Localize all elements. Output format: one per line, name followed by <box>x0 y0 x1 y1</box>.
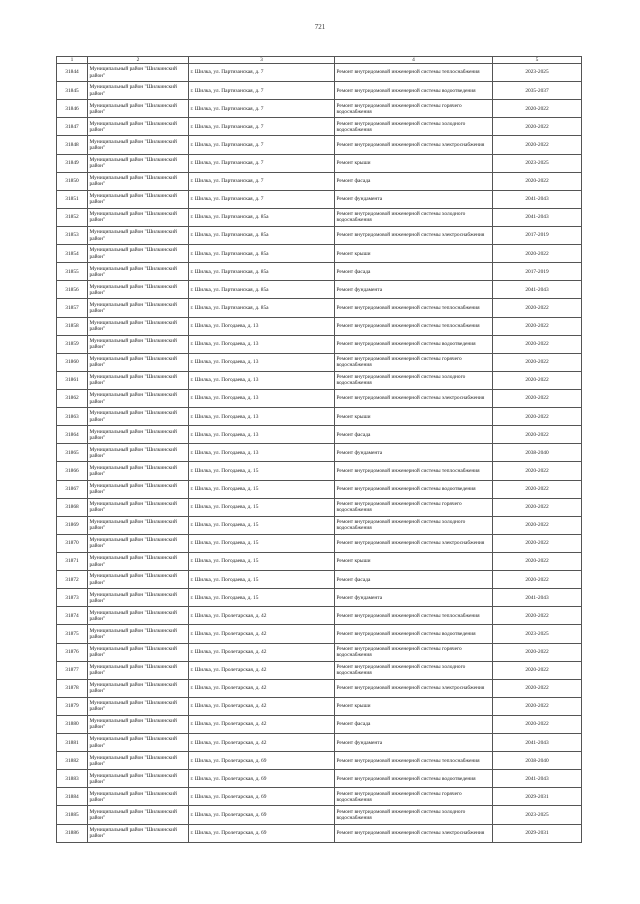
row-number-cell: 31877 <box>57 661 88 679</box>
table-row <box>57 64 582 82</box>
municipality-cell: Муниципальный район "Шилкинский район" <box>88 408 189 426</box>
work-type-cell: Ремонт внутридомовой инженерной системы горячего водоснабжения <box>335 498 493 516</box>
municipality-cell: Муниципальный район "Шилкинский район" <box>88 317 189 335</box>
address-cell: г. Шилка, ул. Пролетарская, д. 69 <box>189 824 335 842</box>
work-type-cell: Ремонт крыши <box>335 552 493 570</box>
row-number-cell: 31869 <box>57 516 88 534</box>
period-cell: 2020-2022 <box>493 679 582 697</box>
table-row <box>57 498 582 516</box>
municipality-cell: Муниципальный район "Шилкинский район" <box>88 444 189 462</box>
address-cell: г. Шилка, ул. Пролетарская, д. 42 <box>189 697 335 715</box>
table-row <box>57 190 582 208</box>
work-type-cell: Ремонт внутридомовой инженерной системы водоотведения <box>335 480 493 498</box>
address-cell: г. Шилка, ул. Погодаева, д. 15 <box>189 552 335 570</box>
address-cell: г. Шилка, ул. Пролетарская, д. 42 <box>189 679 335 697</box>
work-type-cell: Ремонт внутридомовой инженерной системы теплоснабжения <box>335 64 493 82</box>
table-row <box>57 408 582 426</box>
municipality-cell: Муниципальный район "Шилкинский район" <box>88 625 189 643</box>
address-cell: г. Шилка, ул. Партизанская, д. 7 <box>189 118 335 136</box>
row-number-cell: 31879 <box>57 697 88 715</box>
work-type-cell: Ремонт крыши <box>335 245 493 263</box>
address-cell: г. Шилка, ул. Партизанская, д. 7 <box>189 136 335 154</box>
row-number-cell: 31845 <box>57 82 88 100</box>
work-type-cell: Ремонт внутридомовой инженерной системы холодного водоснабжения <box>335 516 493 534</box>
period-cell: 2020-2022 <box>493 100 582 118</box>
period-cell: 2041-2043 <box>493 734 582 752</box>
period-cell: 2017-2019 <box>493 263 582 281</box>
municipality-cell: Муниципальный район "Шилкинский район" <box>88 371 189 389</box>
work-type-cell: Ремонт крыши <box>335 408 493 426</box>
work-type-cell: Ремонт фасада <box>335 172 493 190</box>
municipality-cell: Муниципальный район "Шилкинский район" <box>88 480 189 498</box>
row-number-cell: 31846 <box>57 100 88 118</box>
row-number-cell: 31848 <box>57 136 88 154</box>
municipality-cell: Муниципальный район "Шилкинский район" <box>88 788 189 806</box>
period-cell: 2029-2031 <box>493 824 582 842</box>
period-cell: 2038-2040 <box>493 752 582 770</box>
work-type-cell: Ремонт внутридомовой инженерной системы электроснабжения <box>335 389 493 407</box>
period-cell: 2029-2031 <box>493 788 582 806</box>
period-cell: 2023-2025 <box>493 154 582 172</box>
address-cell: г. Шилка, ул. Пролетарская, д. 42 <box>189 715 335 733</box>
address-cell: г. Шилка, ул. Погодаева, д. 13 <box>189 444 335 462</box>
work-type-cell: Ремонт фундамента <box>335 190 493 208</box>
municipality-cell: Муниципальный район "Шилкинский район" <box>88 679 189 697</box>
address-cell: г. Шилка, ул. Погодаева, д. 13 <box>189 426 335 444</box>
period-cell: 2020-2022 <box>493 697 582 715</box>
municipality-cell: Муниципальный район "Шилкинский район" <box>88 263 189 281</box>
address-cell: г. Шилка, ул. Партизанская, д. 7 <box>189 154 335 172</box>
municipality-cell: Муниципальный район "Шилкинский район" <box>88 498 189 516</box>
work-type-cell: Ремонт внутридомовой инженерной системы электроснабжения <box>335 679 493 697</box>
row-number-cell: 31886 <box>57 824 88 842</box>
address-cell: г. Шилка, ул. Пролетарская, д. 42 <box>189 661 335 679</box>
period-cell: 2020-2022 <box>493 498 582 516</box>
row-number-cell: 31865 <box>57 444 88 462</box>
table-header-row <box>57 57 582 64</box>
table-row <box>57 172 582 190</box>
column-header: 4 <box>335 57 493 64</box>
municipality-cell: Муниципальный район "Шилкинский район" <box>88 281 189 299</box>
row-number-cell: 31866 <box>57 462 88 480</box>
period-cell: 2020-2022 <box>493 299 582 317</box>
work-type-cell: Ремонт внутридомовой инженерной системы холодного водоснабжения <box>335 208 493 226</box>
address-cell: г. Шилка, ул. Пролетарская, д. 69 <box>189 770 335 788</box>
row-number-cell: 31876 <box>57 643 88 661</box>
municipality-cell: Муниципальный район "Шилкинский район" <box>88 100 189 118</box>
municipality-cell: Муниципальный район "Шилкинский район" <box>88 389 189 407</box>
table-row <box>57 661 582 679</box>
period-cell: 2023-2025 <box>493 64 582 82</box>
row-number-cell: 31863 <box>57 408 88 426</box>
address-cell: г. Шилка, ул. Погодаева, д. 15 <box>189 534 335 552</box>
table-row <box>57 679 582 697</box>
column-header: 5 <box>493 57 582 64</box>
municipality-cell: Муниципальный район "Шилкинский район" <box>88 734 189 752</box>
address-cell: г. Шилка, ул. Партизанская, д. 85а <box>189 208 335 226</box>
work-type-cell: Ремонт фасада <box>335 426 493 444</box>
period-cell: 2020-2022 <box>493 715 582 733</box>
municipality-cell: Муниципальный район "Шилкинский район" <box>88 516 189 534</box>
table-row <box>57 625 582 643</box>
period-cell: 2038-2040 <box>493 444 582 462</box>
municipality-cell: Муниципальный район "Шилкинский район" <box>88 82 189 100</box>
row-number-cell: 31858 <box>57 317 88 335</box>
table-row <box>57 788 582 806</box>
period-cell: 2020-2022 <box>493 462 582 480</box>
row-number-cell: 31872 <box>57 571 88 589</box>
table-row <box>57 770 582 788</box>
row-number-cell: 31871 <box>57 552 88 570</box>
address-cell: г. Шилка, ул. Партизанская, д. 85а <box>189 299 335 317</box>
table-row <box>57 317 582 335</box>
work-type-cell: Ремонт фасада <box>335 715 493 733</box>
work-type-cell: Ремонт внутридомовой инженерной системы теплоснабжения <box>335 299 493 317</box>
page-number: 721 <box>314 23 326 31</box>
municipality-cell: Муниципальный район "Шилкинский район" <box>88 806 189 824</box>
table-row <box>57 697 582 715</box>
work-type-cell: Ремонт внутридомовой инженерной системы водоотведения <box>335 82 493 100</box>
work-type-cell: Ремонт внутридомовой инженерной системы холодного водоснабжения <box>335 661 493 679</box>
address-cell: г. Шилка, ул. Партизанская, д. 7 <box>189 190 335 208</box>
work-type-cell: Ремонт внутридомовой инженерной системы теплоснабжения <box>335 317 493 335</box>
row-number-cell: 31882 <box>57 752 88 770</box>
table-row <box>57 462 582 480</box>
period-cell: 2020-2022 <box>493 480 582 498</box>
municipality-cell: Муниципальный район "Шилкинский район" <box>88 534 189 552</box>
table-row <box>57 480 582 498</box>
table-body <box>57 64 582 843</box>
municipality-cell: Муниципальный район "Шилкинский район" <box>88 552 189 570</box>
municipality-cell: Муниципальный район "Шилкинский район" <box>88 715 189 733</box>
address-cell: г. Шилка, ул. Погодаева, д. 13 <box>189 317 335 335</box>
municipality-cell: Муниципальный район "Шилкинский район" <box>88 136 189 154</box>
period-cell: 2020-2022 <box>493 552 582 570</box>
address-cell: г. Шилка, ул. Погодаева, д. 13 <box>189 408 335 426</box>
table-row <box>57 734 582 752</box>
row-number-cell: 31875 <box>57 625 88 643</box>
work-type-cell: Ремонт внутридомовой инженерной системы горячего водоснабжения <box>335 643 493 661</box>
work-type-cell: Ремонт внутридомовой инженерной системы теплоснабжения <box>335 607 493 625</box>
table-row <box>57 281 582 299</box>
period-cell: 2020-2022 <box>493 172 582 190</box>
municipality-cell: Муниципальный район "Шилкинский район" <box>88 643 189 661</box>
row-number-cell: 31861 <box>57 371 88 389</box>
work-type-cell: Ремонт внутридомовой инженерной системы водоотведения <box>335 770 493 788</box>
work-type-cell: Ремонт внутридомовой инженерной системы горячего водоснабжения <box>335 788 493 806</box>
period-cell: 2023-2025 <box>493 625 582 643</box>
row-number-cell: 31850 <box>57 172 88 190</box>
address-cell: г. Шилка, ул. Погодаева, д. 15 <box>189 516 335 534</box>
address-cell: г. Шилка, ул. Пролетарская, д. 42 <box>189 643 335 661</box>
row-number-cell: 31849 <box>57 154 88 172</box>
period-cell: 2020-2022 <box>493 335 582 353</box>
address-cell: г. Шилка, ул. Погодаева, д. 13 <box>189 389 335 407</box>
row-number-cell: 31867 <box>57 480 88 498</box>
period-cell: 2017-2019 <box>493 226 582 244</box>
period-cell: 2020-2022 <box>493 118 582 136</box>
table-row <box>57 534 582 552</box>
row-number-cell: 31878 <box>57 679 88 697</box>
table-row <box>57 335 582 353</box>
address-cell: г. Шилка, ул. Партизанская, д. 85а <box>189 226 335 244</box>
address-cell: г. Шилка, ул. Погодаева, д. 15 <box>189 498 335 516</box>
row-number-cell: 31857 <box>57 299 88 317</box>
row-number-cell: 31856 <box>57 281 88 299</box>
municipality-cell: Муниципальный район "Шилкинский район" <box>88 426 189 444</box>
table-row <box>57 118 582 136</box>
work-type-cell: Ремонт внутридомовой инженерной системы холодного водоснабжения <box>335 118 493 136</box>
municipality-cell: Муниципальный район "Шилкинский район" <box>88 172 189 190</box>
work-type-cell: Ремонт фундамента <box>335 734 493 752</box>
row-number-cell: 31855 <box>57 263 88 281</box>
table-row <box>57 426 582 444</box>
row-number-cell: 31860 <box>57 353 88 371</box>
work-type-cell: Ремонт фундамента <box>335 589 493 607</box>
work-type-cell: Ремонт внутридомовой инженерной системы электроснабжения <box>335 824 493 842</box>
work-type-cell: Ремонт внутридомовой инженерной системы холодного водоснабжения <box>335 371 493 389</box>
period-cell: 2020-2022 <box>493 607 582 625</box>
municipality-cell: Муниципальный район "Шилкинский район" <box>88 245 189 263</box>
table-row <box>57 263 582 281</box>
municipality-cell: Муниципальный район "Шилкинский район" <box>88 571 189 589</box>
row-number-cell: 31868 <box>57 498 88 516</box>
address-cell: г. Шилка, ул. Погодаева, д. 15 <box>189 480 335 498</box>
work-type-cell: Ремонт фасада <box>335 263 493 281</box>
address-cell: г. Шилка, ул. Партизанская, д. 7 <box>189 64 335 82</box>
table-row <box>57 552 582 570</box>
table-row <box>57 643 582 661</box>
municipality-cell: Муниципальный район "Шилкинский район" <box>88 607 189 625</box>
period-cell: 2023-2025 <box>493 806 582 824</box>
table-row <box>57 100 582 118</box>
address-cell: г. Шилка, ул. Погодаева, д. 15 <box>189 571 335 589</box>
municipality-cell: Муниципальный район "Шилкинский район" <box>88 661 189 679</box>
work-type-cell: Ремонт крыши <box>335 154 493 172</box>
capital-repair-table <box>56 56 582 843</box>
address-cell: г. Шилка, ул. Погодаева, д. 15 <box>189 589 335 607</box>
period-cell: 2020-2022 <box>493 661 582 679</box>
address-cell: г. Шилка, ул. Погодаева, д. 13 <box>189 371 335 389</box>
table-row <box>57 371 582 389</box>
work-type-cell: Ремонт крыши <box>335 697 493 715</box>
table-row <box>57 389 582 407</box>
period-cell: 2020-2022 <box>493 353 582 371</box>
table-row <box>57 353 582 371</box>
period-cell: 2041-2043 <box>493 770 582 788</box>
row-number-cell: 31883 <box>57 770 88 788</box>
address-cell: г. Шилка, ул. Погодаева, д. 13 <box>189 335 335 353</box>
period-cell: 2020-2022 <box>493 371 582 389</box>
municipality-cell: Муниципальный район "Шилкинский район" <box>88 589 189 607</box>
work-type-cell: Ремонт внутридомовой инженерной системы теплоснабжения <box>335 752 493 770</box>
row-number-cell: 31874 <box>57 607 88 625</box>
work-type-cell: Ремонт внутридомовой инженерной системы водоотведения <box>335 625 493 643</box>
address-cell: г. Шилка, ул. Пролетарская, д. 69 <box>189 788 335 806</box>
address-cell: г. Шилка, ул. Партизанская, д. 85а <box>189 245 335 263</box>
table-row <box>57 154 582 172</box>
work-type-cell: Ремонт фундамента <box>335 444 493 462</box>
column-header: 2 <box>88 57 189 64</box>
municipality-cell: Муниципальный район "Шилкинский район" <box>88 190 189 208</box>
table-row <box>57 806 582 824</box>
municipality-cell: Муниципальный район "Шилкинский район" <box>88 226 189 244</box>
municipality-cell: Муниципальный район "Шилкинский район" <box>88 154 189 172</box>
table-row <box>57 516 582 534</box>
address-cell: г. Шилка, ул. Партизанская, д. 7 <box>189 172 335 190</box>
table-row <box>57 752 582 770</box>
row-number-cell: 31844 <box>57 64 88 82</box>
address-cell: г. Шилка, ул. Партизанская, д. 85а <box>189 281 335 299</box>
address-cell: г. Шилка, ул. Пролетарская, д. 42 <box>189 607 335 625</box>
row-number-cell: 31864 <box>57 426 88 444</box>
municipality-cell: Муниципальный район "Шилкинский район" <box>88 770 189 788</box>
municipality-cell: Муниципальный район "Шилкинский район" <box>88 299 189 317</box>
municipality-cell: Муниципальный район "Шилкинский район" <box>88 824 189 842</box>
period-cell: 2020-2022 <box>493 516 582 534</box>
column-header: 3 <box>189 57 335 64</box>
table-row <box>57 136 582 154</box>
row-number-cell: 31873 <box>57 589 88 607</box>
table-row <box>57 607 582 625</box>
address-cell: г. Шилка, ул. Пролетарская, д. 42 <box>189 625 335 643</box>
period-cell: 2041-2043 <box>493 281 582 299</box>
row-number-cell: 31885 <box>57 806 88 824</box>
period-cell: 2020-2022 <box>493 571 582 589</box>
municipality-cell: Муниципальный район "Шилкинский район" <box>88 64 189 82</box>
work-type-cell: Ремонт внутридомовой инженерной системы горячего водоснабжения <box>335 100 493 118</box>
table-row <box>57 82 582 100</box>
row-number-cell: 31881 <box>57 734 88 752</box>
table-row <box>57 715 582 733</box>
table-row <box>57 589 582 607</box>
table-row <box>57 208 582 226</box>
row-number-cell: 31870 <box>57 534 88 552</box>
period-cell: 2020-2022 <box>493 317 582 335</box>
work-type-cell: Ремонт фасада <box>335 571 493 589</box>
period-cell: 2020-2022 <box>493 643 582 661</box>
address-cell: г. Шилка, ул. Пролетарская, д. 69 <box>189 752 335 770</box>
municipality-cell: Муниципальный район "Шилкинский район" <box>88 353 189 371</box>
address-cell: г. Шилка, ул. Пролетарская, д. 69 <box>189 806 335 824</box>
municipality-cell: Муниципальный район "Шилкинский район" <box>88 118 189 136</box>
row-number-cell: 31847 <box>57 118 88 136</box>
municipality-cell: Муниципальный район "Шилкинский район" <box>88 335 189 353</box>
municipality-cell: Муниципальный район "Шилкинский район" <box>88 208 189 226</box>
municipality-cell: Муниципальный район "Шилкинский район" <box>88 697 189 715</box>
address-cell: г. Шилка, ул. Пролетарская, д. 42 <box>189 734 335 752</box>
period-cell: 2020-2022 <box>493 534 582 552</box>
period-cell: 2020-2022 <box>493 389 582 407</box>
work-type-cell: Ремонт внутридомовой инженерной системы холодного водоснабжения <box>335 806 493 824</box>
work-type-cell: Ремонт внутридомовой инженерной системы электроснабжения <box>335 534 493 552</box>
period-cell: 2041-2043 <box>493 589 582 607</box>
work-type-cell: Ремонт внутридомовой инженерной системы горячего водоснабжения <box>335 353 493 371</box>
address-cell: г. Шилка, ул. Погодаева, д. 15 <box>189 462 335 480</box>
work-type-cell: Ремонт внутридомовой инженерной системы электроснабжения <box>335 136 493 154</box>
row-number-cell: 31853 <box>57 226 88 244</box>
municipality-cell: Муниципальный район "Шилкинский район" <box>88 462 189 480</box>
table-row <box>57 571 582 589</box>
table-row <box>57 824 582 842</box>
work-type-cell: Ремонт внутридомовой инженерной системы электроснабжения <box>335 226 493 244</box>
column-header: 1 <box>57 57 88 64</box>
table-row <box>57 444 582 462</box>
row-number-cell: 31859 <box>57 335 88 353</box>
row-number-cell: 31851 <box>57 190 88 208</box>
period-cell: 2020-2022 <box>493 245 582 263</box>
table-row <box>57 226 582 244</box>
address-cell: г. Шилка, ул. Партизанская, д. 85а <box>189 263 335 281</box>
municipality-cell: Муниципальный район "Шилкинский район" <box>88 752 189 770</box>
address-cell: г. Шилка, ул. Партизанская, д. 7 <box>189 82 335 100</box>
address-cell: г. Шилка, ул. Партизанская, д. 7 <box>189 100 335 118</box>
table-row <box>57 299 582 317</box>
table-row <box>57 245 582 263</box>
row-number-cell: 31884 <box>57 788 88 806</box>
address-cell: г. Шилка, ул. Погодаева, д. 13 <box>189 353 335 371</box>
work-type-cell: Ремонт внутридомовой инженерной системы теплоснабжения <box>335 462 493 480</box>
work-type-cell: Ремонт фундамента <box>335 281 493 299</box>
row-number-cell: 31880 <box>57 715 88 733</box>
period-cell: 2020-2022 <box>493 426 582 444</box>
period-cell: 2041-2043 <box>493 208 582 226</box>
row-number-cell: 31854 <box>57 245 88 263</box>
period-cell: 2041-2043 <box>493 190 582 208</box>
row-number-cell: 31852 <box>57 208 88 226</box>
period-cell: 2035-2037 <box>493 82 582 100</box>
period-cell: 2020-2022 <box>493 136 582 154</box>
work-type-cell: Ремонт внутридомовой инженерной системы водоотведения <box>335 335 493 353</box>
row-number-cell: 31862 <box>57 389 88 407</box>
period-cell: 2020-2022 <box>493 408 582 426</box>
